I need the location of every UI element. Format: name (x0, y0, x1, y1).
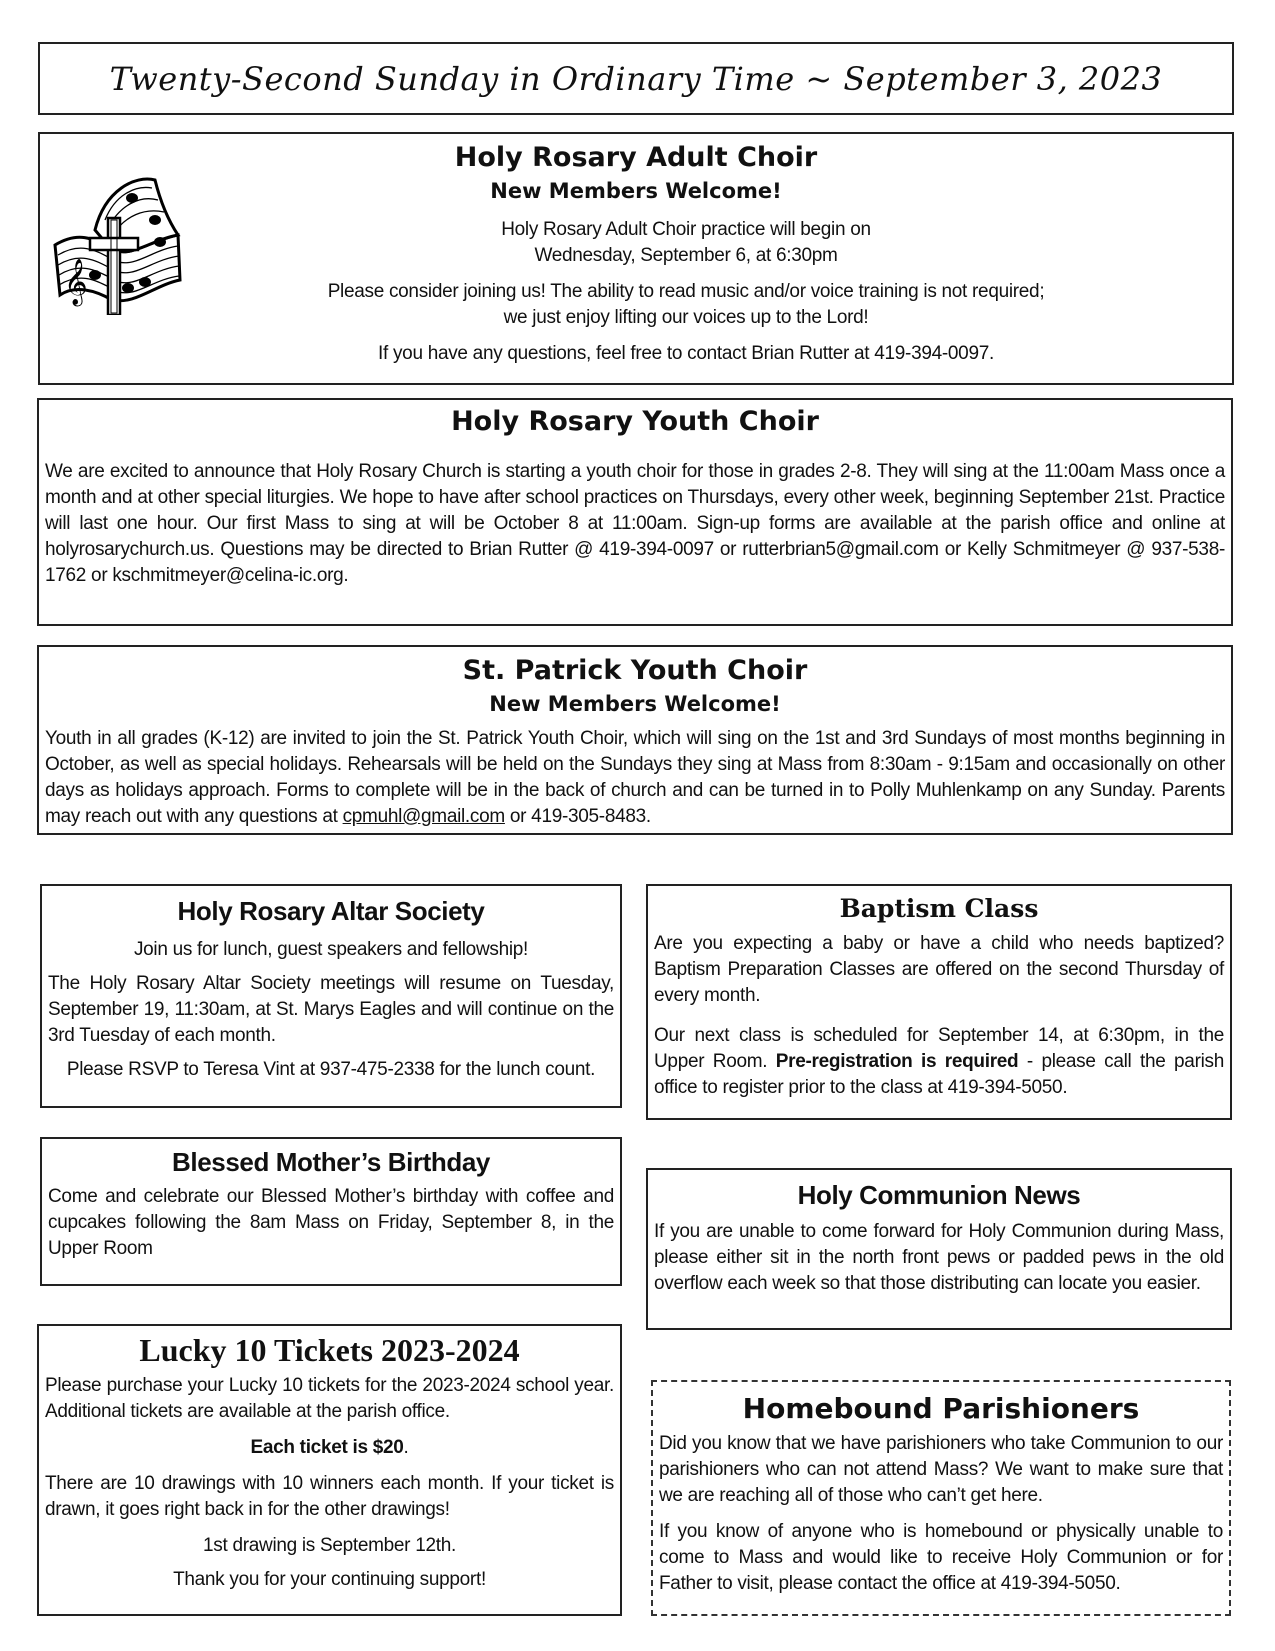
st-patrick-phone: or 419-305-8483. (504, 806, 651, 827)
st-patrick-subtitle: New Members Welcome! (489, 692, 781, 716)
baptism-section (646, 884, 1232, 1120)
baptism-para2-end: - please call the parish office to register prior to the class at 419-394-5050. (654, 1051, 1224, 1098)
holy-communion-title: Holy Communion News (797, 1180, 1081, 1210)
st-patrick-section (37, 645, 1233, 835)
lucky10-drawing: 1st drawing is September 12th. (203, 1535, 456, 1556)
st-patrick-body: Youth in all grades (K-12) are invited to join the St. Patrick Youth Choir, which will sing on the 1st and 3rd Sundays of most months beginning in October, as well as special holidays. Rehearsals will be held on the Sundays they sing at Mass from 8:30am - 9:15am and occasionally on other days as holidays approach. Forms to complete will be in the back of church and can be turned in to Polly Muhlenkamp on any Sunday. Parents may reach out with any questions at (45, 728, 1225, 827)
lucky10-section (37, 1324, 622, 1616)
baptism-title: Baptism Class (839, 894, 1039, 923)
lucky10-price: Each ticket is $20 (250, 1437, 404, 1458)
altar-society-section (40, 884, 622, 1108)
blessed-mother-body: Come and celebrate our Blessed Mother’s birthday with coffee and cupcakes following the 8am Mass on Friday, September 8, in the Upper Room (48, 1186, 614, 1259)
adult-choir-line5: If you have any questions, feel free to contact Brian Rutter at 419-394-0097. (378, 343, 994, 364)
adult-choir-line1: Holy Rosary Adult Choir practice will begin on (501, 219, 871, 240)
altar-society-intro: Join us for lunch, guest speakers and fellowship! (133, 939, 529, 960)
homebound-para2: If you know of anyone who is homebound or physically unable to come to Mass and would like to receive Holy Communion or for Father to visit, please contact the office at 419-394-5050. (659, 1521, 1223, 1594)
adult-choir-line2: Wednesday, September 6, at 6:30pm (534, 245, 838, 266)
lucky10-thanks: Thank you for your continuing support! (173, 1569, 486, 1590)
music-cross-icon (50, 170, 185, 315)
svg-text:𝄞: 𝄞 (64, 259, 88, 305)
adult-choir-title: Holy Rosary Adult Choir (454, 142, 818, 173)
lucky10-para2: There are 10 drawings with 10 winners each month. If your ticket is drawn, it goes right back in for the other drawings! (45, 1473, 614, 1520)
altar-society-rsvp: Please RSVP to Teresa Vint at 937-475-2338 for the lunch count. (66, 1059, 596, 1080)
altar-society-body: The Holy Rosary Altar Society meetings will resume on Tuesday, September 19, 11:30am, at St. Marys Eagles and will continue on the 3rd Tuesday of each month. (48, 973, 614, 1046)
lucky10-title: Lucky 10 Tickets 2023-2024 (139, 1332, 520, 1368)
homebound-para1: Did you know that we have parishioners who take Communion to our parishioners who can not attend Mass? We want to make sure that we are reaching all of those who can’t get here. (659, 1433, 1223, 1506)
baptism-preregistration: Pre-registration is required (775, 1051, 1019, 1072)
holy-communion-body: If you are unable to come forward for Holy Communion during Mass, please either sit in the north front pews or padded pews in the old overflow each week so that those distributing can locate you easier. (654, 1221, 1224, 1294)
blessed-mother-title: Blessed Mother’s Birthday (172, 1147, 490, 1177)
bulletin-title: Twenty-Second Sunday in Ordinary Time ~ September 3, 2023 (109, 59, 1163, 98)
homebound-title: Homebound Parishioners (742, 1392, 1140, 1425)
homebound-section (651, 1380, 1231, 1616)
lucky10-para1: Please purchase your Lucky 10 tickets for the 2023-2024 school year. Additional tickets are available at the parish office. (45, 1375, 614, 1422)
baptism-para1: Are you expecting a baby or have a child who needs baptized? Baptism Preparation Classes are offered on the second Thursday of every month. (654, 933, 1224, 1006)
adult-choir-line4: we just enjoy lifting our voices up to the Lord! (503, 307, 869, 328)
st-patrick-email-link[interactable]: cpmuhl@gmail.com (342, 806, 505, 827)
baptism-para2: Our next class is scheduled for September 14, at 6:30pm, in the Upper Room. (654, 1025, 1224, 1072)
adult-choir-line3: Please consider joining us! The ability to read music and/or voice training is not required; (327, 281, 1045, 302)
youth-choir-body: We are excited to announce that Holy Rosary Church is starting a youth choir for those in grades 2-8. They will sing at the 11:00am Mass once a month and at other special liturgies. We hope to have after school practices on Thursdays, every other week, beginning September 21st. Practice will last one hour. Our first Mass to sing at will be October 8 at 11:00am. Sign-up forms are available at the parish office and online at holyrosarychurch.us. Questions may be directed to Brian Rutter @ 419-394-0097 or rutterbrian5@gmail.com or Kelly Schmitmeyer @ 937-538-1762 or kschmitmeyer@celina-ic.org. (45, 461, 1225, 586)
youth-choir-title: Holy Rosary Youth Choir (451, 406, 819, 437)
blessed-mother-section (40, 1137, 622, 1286)
lucky10-price-period: . (403, 1437, 409, 1458)
altar-society-title: Holy Rosary Altar Society (177, 896, 485, 926)
adult-choir-section (38, 132, 1234, 385)
st-patrick-title: St. Patrick Youth Choir (462, 655, 808, 686)
adult-choir-subtitle: New Members Welcome! (490, 179, 782, 203)
youth-choir-section (37, 398, 1233, 626)
holy-communion-section (646, 1168, 1232, 1330)
bulletin-title-box (38, 42, 1234, 115)
